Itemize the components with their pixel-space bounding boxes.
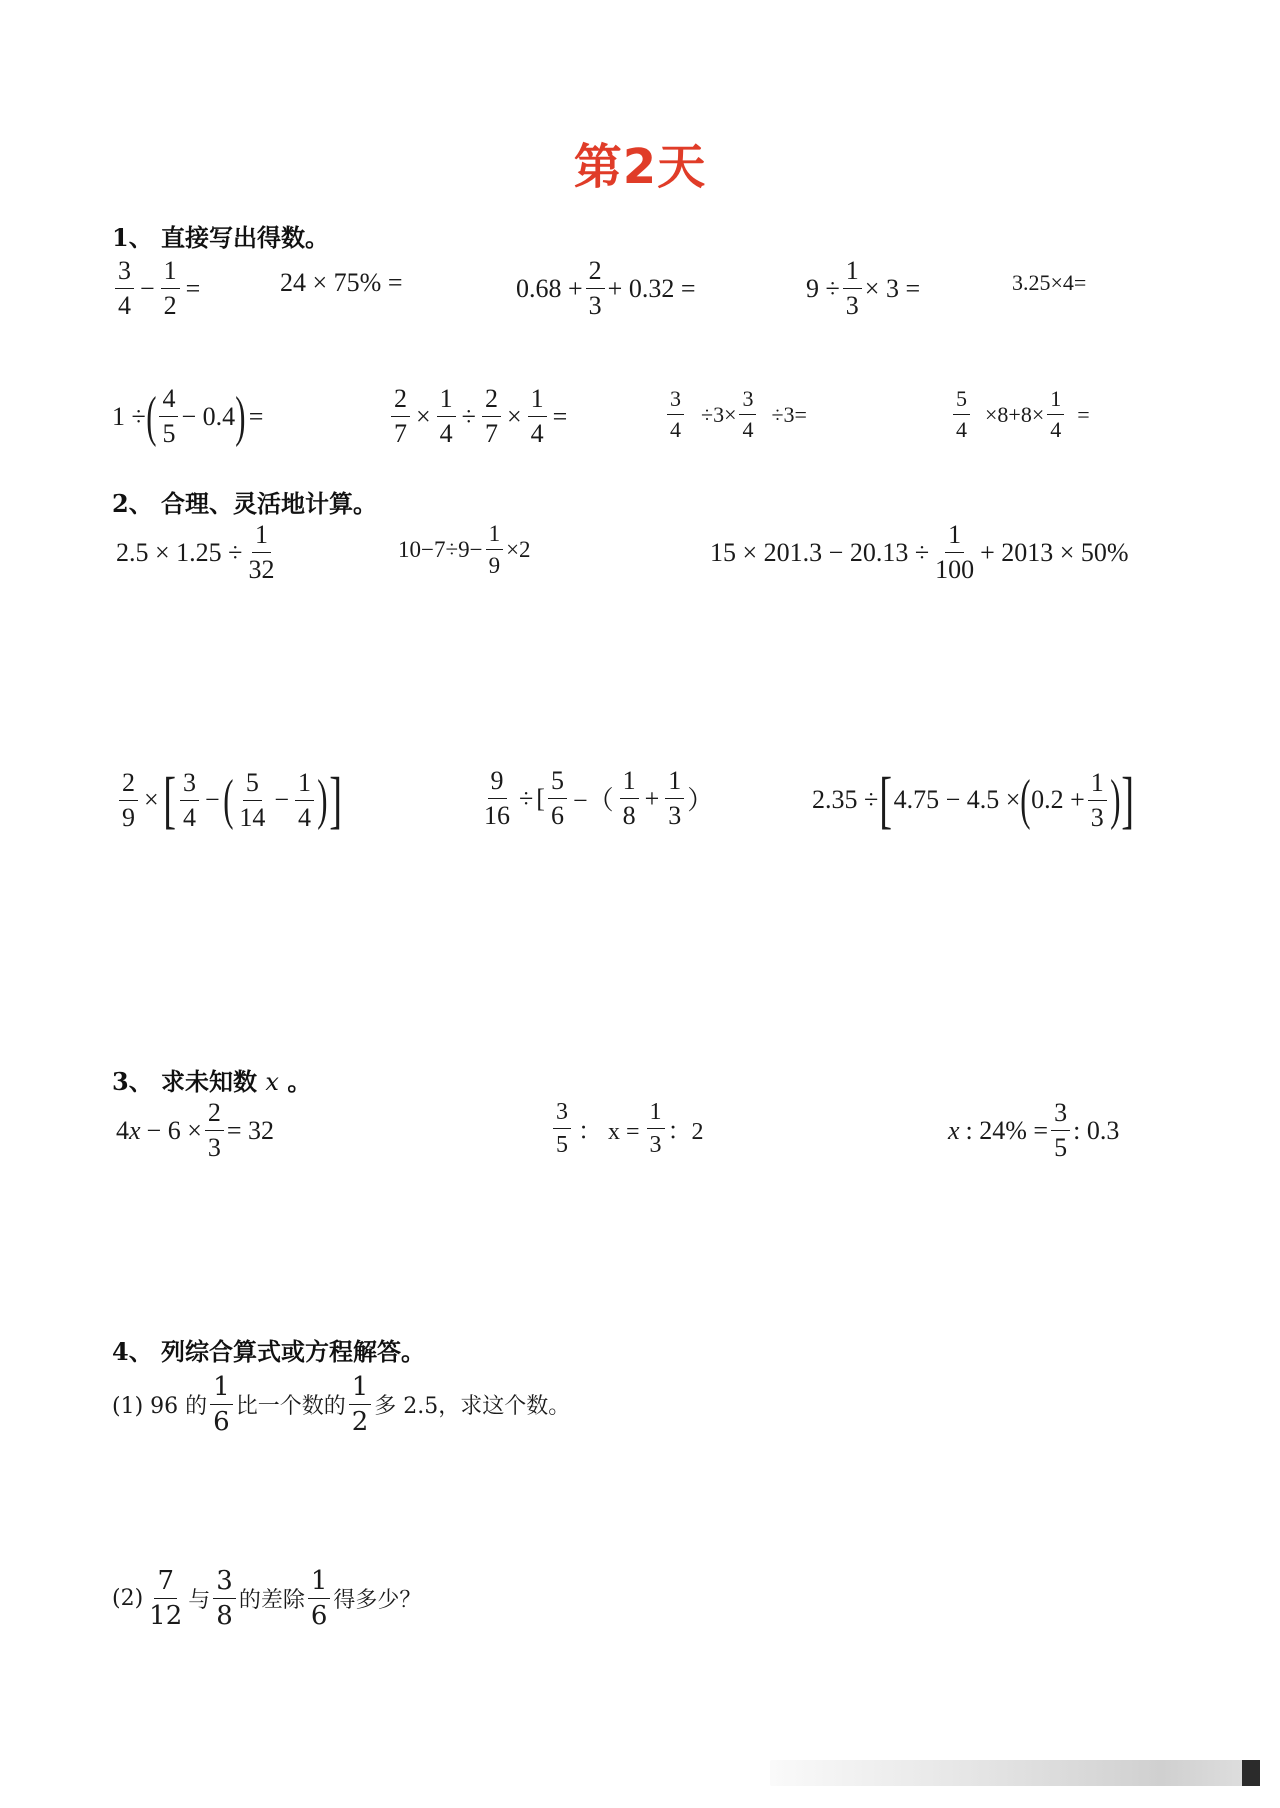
operator: = [248,401,264,431]
fraction: $\frac{3}{8}$ [213,1568,236,1629]
fraction: $\frac{1}{4}$ [437,386,456,447]
grouping-symbol: [ [162,764,176,835]
fraction: $\frac{1}{9}$ [486,522,504,577]
fraction: $\frac{1}{4}$ [528,386,547,447]
grouping-symbol: ) [317,769,328,831]
operator: = [552,401,568,431]
page-title: 第2天 [573,139,707,195]
fraction: $\frac{1}{3}$ [843,258,862,319]
s3-expr-3: x : 24% = $\frac{3}{5}$ : 0.3 [948,1098,1120,1162]
operator: ÷ [519,783,534,813]
s2-expr-1: 2.5 × 1.25 ÷ $\frac{1}{32}$ [116,522,280,583]
operator: − [204,785,220,814]
fraction: $\frac{5}{4}$ [953,388,970,441]
s1-expr-6: 1 ÷ ( $\frac{4}{5}$ − 0.4 ) = [112,384,264,448]
fraction: $\frac{5}{6}$ [548,768,567,829]
s1-expr-5: 3.25×4= [1012,270,1087,295]
fraction: $\frac{1}{6}$ [210,1374,233,1435]
fraction: $\frac{1}{2}$ [161,258,180,319]
grouping-symbol: [ [879,764,893,835]
s2-expr-2: 10−7÷9− $\frac{1}{9}$ ×2 [398,521,531,578]
s1-expr-8: $\frac{3}{4}$ ÷3× $\frac{3}{4}$ ÷3= [664,388,807,441]
operator: = [185,273,201,303]
operator: ÷ [461,401,476,431]
operator: × [144,785,159,814]
fraction: $\frac{2}{3}$ [586,258,605,319]
grouping-symbol: ( [222,769,234,831]
fraction: $\frac{5}{14}$ [239,767,266,832]
left-paren: ( [145,385,157,448]
fraction: $\frac{1}{2}$ [349,1374,372,1435]
fraction: $\frac{1}{32}$ [248,520,275,584]
fraction: $\frac{1}{3}$ [1088,770,1107,831]
fraction: $\frac{3}{5}$ [553,1100,571,1157]
fraction: $\frac{7}{12}$ [149,1566,183,1631]
grouping-symbol: ( [1020,769,1031,831]
right-paren: ) [235,385,246,448]
fraction: $\frac{1}{100}$ [935,520,975,584]
s3-expr-2: $\frac{3}{5}$ ： x = $\frac{1}{3}$ ：2 [550,1100,704,1157]
fraction: $\frac{3}{4}$ [180,770,199,831]
s2-expr-4 [116,764,343,835]
fraction: $\frac{3}{4}$ [115,258,134,319]
fraction: $\frac{9}{16}$ [484,766,510,830]
fraction: $\frac{1}{3}$ [647,1100,665,1157]
fraction: $\frac{1}{3}$ [665,768,684,829]
section-1-heading: 1、 直接写出得数。 [112,223,330,252]
s3-expr-1: 4 x − 6 × $\frac{2}{3}$ = 32 [116,1098,275,1162]
fraction: $\frac{3}{4}$ [739,388,756,441]
fraction: $\frac{2}{7}$ [391,386,410,447]
s4-question-1: (1) 96 的 $\frac{1}{6}$ 比一个数的 $\frac{1}{2}$ 多 2.5，求这个数。 [112,1372,571,1437]
operator: × [506,401,522,431]
operator: + [644,783,660,813]
s4-question-2: (2) $\frac{7}{12}$ 与 $\frac{3}{8}$ 的差除 $\frac{1}{6}$ 得多少？ [112,1566,422,1631]
scrollbar-thumb[interactable] [1242,1760,1260,1786]
s2-expr-3: 15 × 201.3 − 20.13 ÷ $\frac{1}{100}$ + 2013 × 50% [710,520,1129,584]
s1-expr-7 [388,386,570,447]
section-4-heading: 4、 列综合算式或方程解答。 [112,1337,426,1366]
fraction: $\frac{1}{4}$ [1047,388,1064,441]
s2-expr-6: 2.35 ÷ [ 4.75 − 4.5 × ( 0.2 + $\frac{1}{3}$ ) ] [812,764,1135,835]
fraction: $\frac{1}{6}$ [308,1568,331,1629]
s1-expr-4: 9 ÷ $\frac{1}{3}$ × 3 = [806,256,921,320]
s1-expr-1 [112,258,203,319]
section-2-heading: 2、 合理、灵活地计算。 [112,489,378,518]
operator: −（ [572,786,614,815]
s1-expr-3: 0.68 + $\frac{2}{3}$ + 0.32 = [516,256,696,320]
operator: × [416,401,431,431]
operator: − [140,273,155,303]
grouping-symbol: ) [1109,769,1121,831]
fraction: $\frac{1}{8}$ [620,768,639,829]
grouping-symbol: ] [1121,764,1135,835]
horizontal-scrollbar[interactable] [770,1760,1260,1786]
s2-expr-5: $\frac{9}{16}$ ÷ [ $\frac{5}{6}$ −（ $\frac{1}{8}$ + $\frac{1}{3}$ ） [478,768,713,829]
fraction: $\frac{3}{4}$ [667,388,684,441]
section-3-heading: 3、 求未知数 x 。 [112,1067,312,1096]
operator: − [274,785,289,814]
fraction: $\frac{2}{3}$ [205,1100,224,1161]
s1-expr-2: 24 × 75% = [280,268,403,297]
s1-expr-9: $\frac{5}{4}$ ×8+8× $\frac{1}{4}$ = [950,388,1090,441]
fraction: $\frac{1}{4}$ [295,770,314,831]
fraction: $\frac{3}{5}$ [1051,1100,1070,1161]
fraction: $\frac{2}{9}$ [119,770,138,831]
grouping-symbol: ] [328,764,342,835]
fraction: $\frac{2}{7}$ [482,386,501,447]
fraction: $\frac{4}{5}$ [159,386,178,447]
